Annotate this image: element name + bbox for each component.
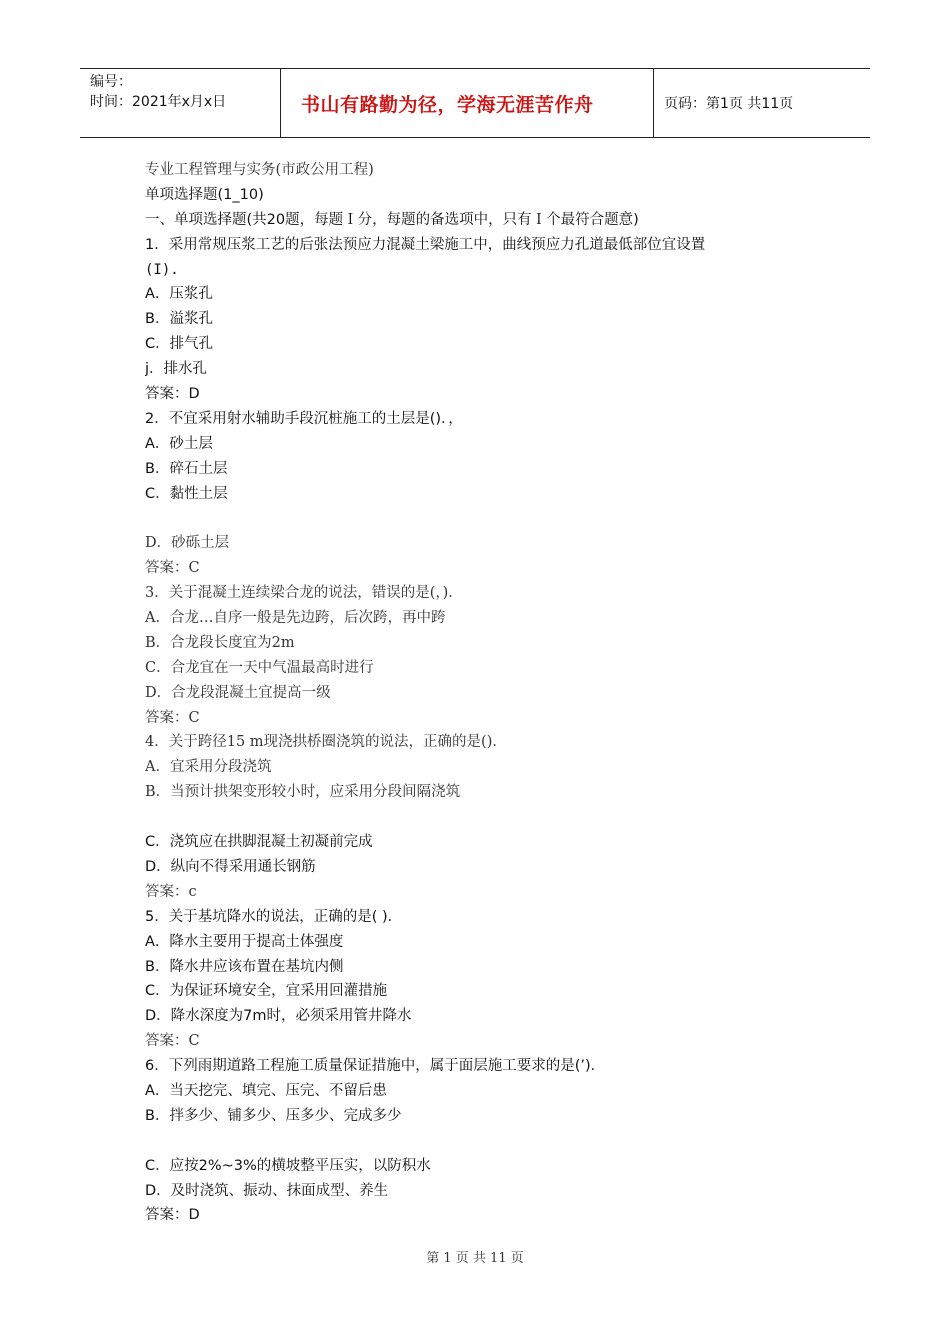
text-line: A．当天挖完、填完、压完、不留后患 <box>145 1082 387 1099</box>
text-line: C．黏性土层 <box>145 485 228 502</box>
document-body <box>145 158 825 1228</box>
text-line: B．溢浆孔 <box>145 311 213 328</box>
text-line: 答案：C <box>145 1033 200 1050</box>
text-line: 6．下列雨期道路工程施工质量保证措施中，属于面层施工要求的是(’)． <box>145 1058 606 1075</box>
blank-line <box>145 805 825 830</box>
text-line: B．降水井应该布置在基坑内侧 <box>145 958 344 975</box>
text-line: 4．关于跨径15 m现浇拱桥圈浇筑的说法，正确的是()． <box>145 734 507 751</box>
text-line: D．降水深度为7m时，必须采用管井降水 <box>145 1008 412 1025</box>
text-line: D．及时浇筑、振动、抹面成型、养生 <box>145 1182 389 1199</box>
text-line: 单项选择题(1_10) <box>145 186 264 203</box>
text-line: B．合龙段长度宜为2m <box>145 634 295 651</box>
page-footer: 第 1 页 共 11 页 <box>426 1251 524 1266</box>
time-label: 时间：2021年x月x日 <box>90 94 227 110</box>
text-line: B．当预计拱架变形较小时，应采用分段间隔浇筑 <box>145 784 461 801</box>
number-label: 编号： <box>90 74 132 90</box>
text-line: C．合龙宜在一天中气温最高时进行 <box>145 659 374 676</box>
text-line: B．碎石土层 <box>145 460 228 477</box>
text-line: A．砂土层 <box>145 435 213 452</box>
header-page-info: 页码：第1页 共11页 <box>664 96 794 112</box>
text-line: A．降水主要用于提高土体强度 <box>145 933 344 950</box>
text-line: 答案：C <box>145 709 200 726</box>
text-line: 3．关于混凝土连续梁合龙的说法，错误的是(，)． <box>145 585 463 602</box>
header-motto: 书山有路勤为径，学海无涯苦作舟 <box>281 69 654 137</box>
text-line: A．宜采用分段浇筑 <box>145 759 272 776</box>
text-line: D．合龙段混凝土宜提高一级 <box>145 684 331 701</box>
text-line: 1．采用常规压浆工艺的后张法预应力混凝土梁施工中，曲线预应力孔道最低部位宜设置 <box>145 236 706 253</box>
text-line: 答案：c <box>145 883 197 900</box>
blank-line <box>145 1129 825 1154</box>
text-line: 答案：D <box>145 386 200 403</box>
header-meta <box>80 69 281 137</box>
text-line: C．排气孔 <box>145 336 214 353</box>
text-line: 一、单项选择题(共20题，每题Ｉ分，每题的备选项中，只有Ｉ个最符合题意) <box>145 211 639 228</box>
text-line: 2．不宜采用射水辅助手段沉桩施工的土层是()．， <box>145 410 463 427</box>
page-header <box>80 68 870 138</box>
text-line: D．纵向不得采用通长钢筋 <box>145 858 316 875</box>
text-line: 5．关于基坑降水的说法，正确的是( )． <box>145 908 403 925</box>
text-line: C．应按2%~3%的横坡整平压实，以防积水 <box>145 1157 431 1174</box>
text-line: A．压浆孔 <box>145 286 213 303</box>
text-line: (I). <box>145 261 179 278</box>
text-line: j．排水孔 <box>145 361 208 378</box>
text-line: C．浇筑应在拱脚混凝土初凝前完成 <box>145 834 373 851</box>
text-line: C．为保证环境安全，宜采用回灌措施 <box>145 983 388 1000</box>
text-line: 答案：D <box>145 1207 200 1224</box>
blank-line <box>145 506 825 531</box>
text-line: 专业工程管理与实务(市政公用工程) <box>145 162 374 178</box>
text-line: D．砂砾土层 <box>145 535 230 552</box>
text-line: A．合龙…自序一般是先边跨，后次跨，再中跨 <box>145 610 446 627</box>
text-line: 答案：C <box>145 560 200 577</box>
text-line: B．拌多少、铺多少、压多少、完成多少 <box>145 1107 402 1124</box>
